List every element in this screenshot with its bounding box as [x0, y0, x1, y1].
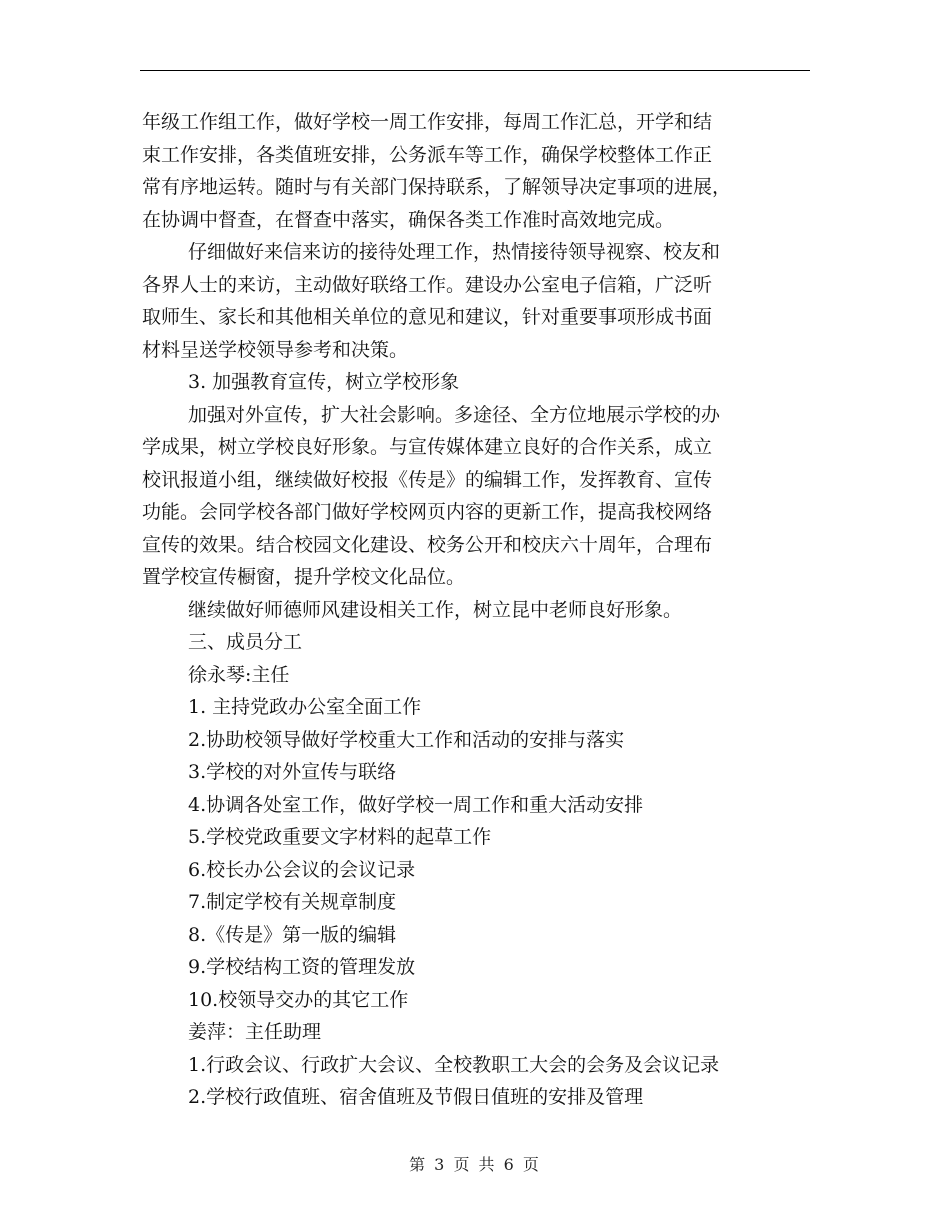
- list-item: 2.学校行政值班、宿舍值班及节假日值班的安排及管理: [188, 1086, 644, 1108]
- document-body: [142, 106, 812, 1114]
- list-item: 7.制定学校有关规章制度: [188, 891, 397, 913]
- list-item: 2.协助校领导做好学校重大工作和活动的安排与落实: [188, 728, 625, 751]
- list-item: 8.《传是》第一版的编辑: [188, 923, 397, 946]
- body-line: 校讯报道小组，继续做好校报《传是》的编辑工作，发挥教育、宣传: [142, 468, 713, 491]
- list-item: 1.行政会议、行政扩大会议、全校教职工大会的会务及会议记录: [188, 1053, 720, 1076]
- body-line: 学成果，树立学校良好形象。与宣传媒体建立良好的合作关系，成立: [142, 436, 713, 458]
- body-line: 年级工作组工作，做好学校一周工作安排，每周工作汇总，开学和结: [142, 111, 713, 133]
- body-line: 继续做好师德师风建设相关工作，树立昆中老师良好形象。: [188, 598, 683, 621]
- list-item: 1. 主持党政办公室全面工作: [188, 696, 422, 718]
- body-line: 常有序地运转。随时与有关部门保持联系，了解领导决定事项的进展，: [142, 176, 732, 198]
- body-line: 宣传的效果。结合校园文化建设、校务公开和校庆六十周年，合理布: [142, 533, 713, 556]
- body-line: 束工作安排，各类值班安排，公务派车等工作，确保学校整体工作正: [142, 143, 713, 166]
- body-line: 各界人士的来访，主动做好联络工作。建设办公室电子信箱，广泛听: [142, 273, 713, 296]
- list-item: 10.校领导交办的其它工作: [188, 988, 409, 1011]
- body-line: 在协调中督查，在督查中落实，确保各类工作准时高效地完成。: [142, 208, 675, 231]
- body-line: 材料呈送学校领导参考和决策。: [142, 338, 409, 361]
- page-number: 第 3 页 共 6 页: [409, 1155, 541, 1174]
- member-title: 徐永琴:主任: [188, 663, 290, 686]
- list-item: 6.校长办公会议的会议记录: [188, 858, 416, 881]
- section-heading: 3. 加强教育宣传，树立学校形象: [188, 371, 460, 393]
- member-title: 姜萍：主任助理: [188, 1021, 322, 1043]
- list-item: 4.协调各处室工作，做好学校一周工作和重大活动安排: [188, 793, 644, 816]
- list-item: 5.学校党政重要文字材料的起草工作: [188, 826, 492, 848]
- body-line: 仔细做好来信来访的接待处理工作，热情接待领导视察、校友和: [188, 241, 721, 263]
- section-heading: 三、成员分工: [188, 631, 303, 653]
- body-line: 加强对外宣传，扩大社会影响。多途径、全方位地展示学校的办: [188, 403, 721, 426]
- list-item: 3.学校的对外宣传与联络: [188, 761, 397, 783]
- list-item: 9.学校结构工资的管理发放: [188, 956, 416, 978]
- header-rule: [140, 70, 810, 71]
- body-line: 置学校宣传橱窗，提升学校文化品位。: [142, 566, 466, 588]
- body-line: 功能。会同学校各部门做好学校网页内容的更新工作，提高我校网络: [142, 501, 713, 523]
- body-line: 取师生、家长和其他相关单位的意见和建议，针对重要事项形成书面: [142, 306, 713, 328]
